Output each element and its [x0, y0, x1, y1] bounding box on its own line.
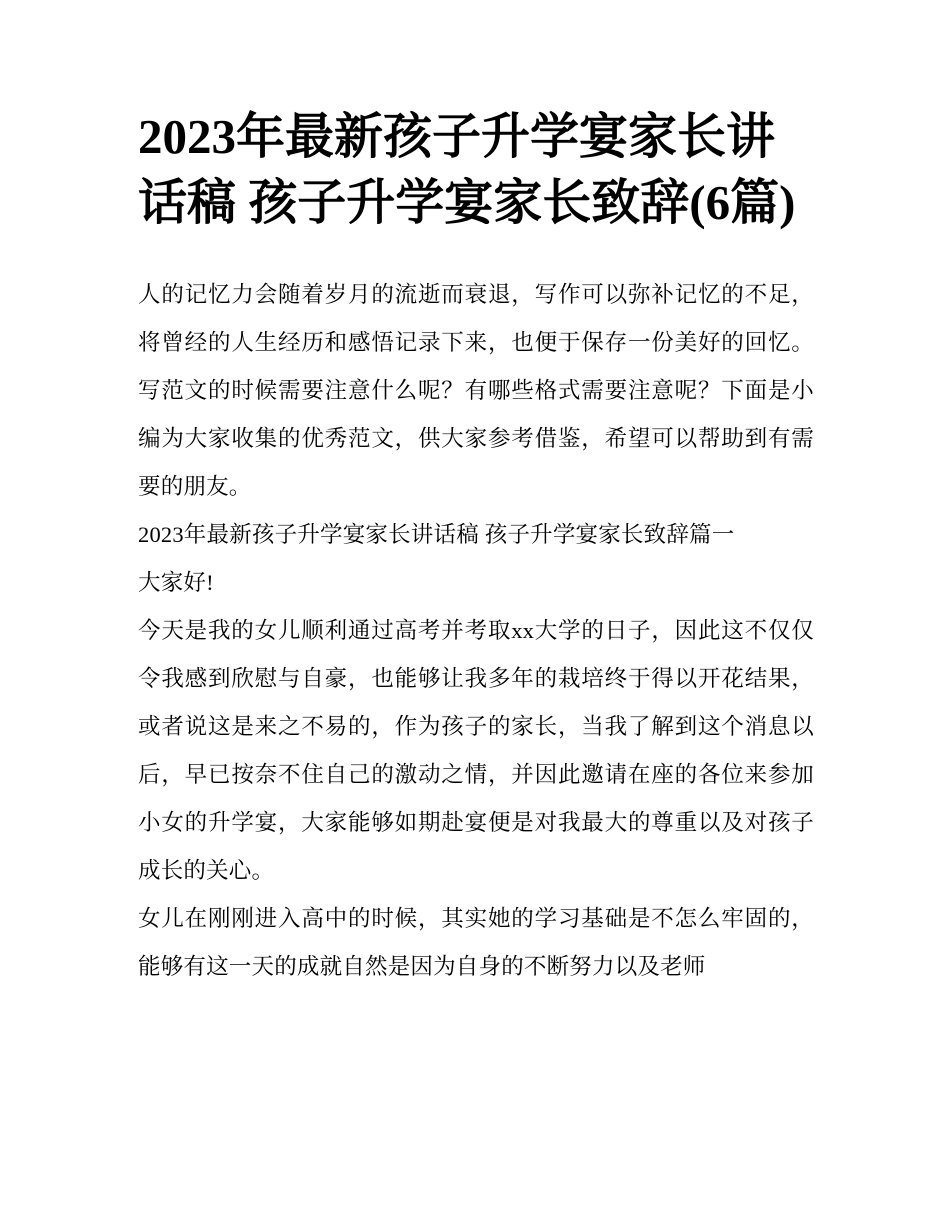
paragraph-body-2: 女儿在刚刚进入高中的时候，其实她的学习基础是不怎么牢固的，能够有这一天的成就自然是因为自身的不断努力以及老师 — [138, 906, 814, 980]
paragraph-body-1: 今天是我的女儿顺利通过高考并考取xx大学的日子，因此这不仅仅令我感到欣慰与自豪，也能够让我多年的栽培终于得以开花结果，或者说这是来之不易的，作为孩子的家长，当我了解到这个消息以后，早已按奈不住自己的激动之情，并因此邀请在座的各位来参加小女的升学宴，大家能够如期赴宴便是对我最大的尊重以及对孩子成长的关心。 — [138, 618, 814, 884]
paragraph-section-heading: 2023年最新孩子升学宴家长讲话稿 孩子升学宴家长致辞篇一 — [138, 522, 735, 548]
document-content — [138, 104, 814, 991]
paragraph-intro: 人的记忆力会随着岁月的流逝而衰退，写作可以弥补记忆的不足，将曾经的人生经历和感悟记录下来，也便于保存一份美好的回忆。写范文的时候需要注意什么呢？有哪些格式需要注意呢？下面是小编为大家收集的优秀范文，供大家参考借鉴，希望可以帮助到有需要的朋友。 — [138, 282, 814, 500]
page-title: 2023年最新孩子升学宴家长讲话稿 孩子升学宴家长致辞(6篇) — [138, 109, 796, 230]
paragraph-greeting: 大家好! — [138, 570, 214, 596]
